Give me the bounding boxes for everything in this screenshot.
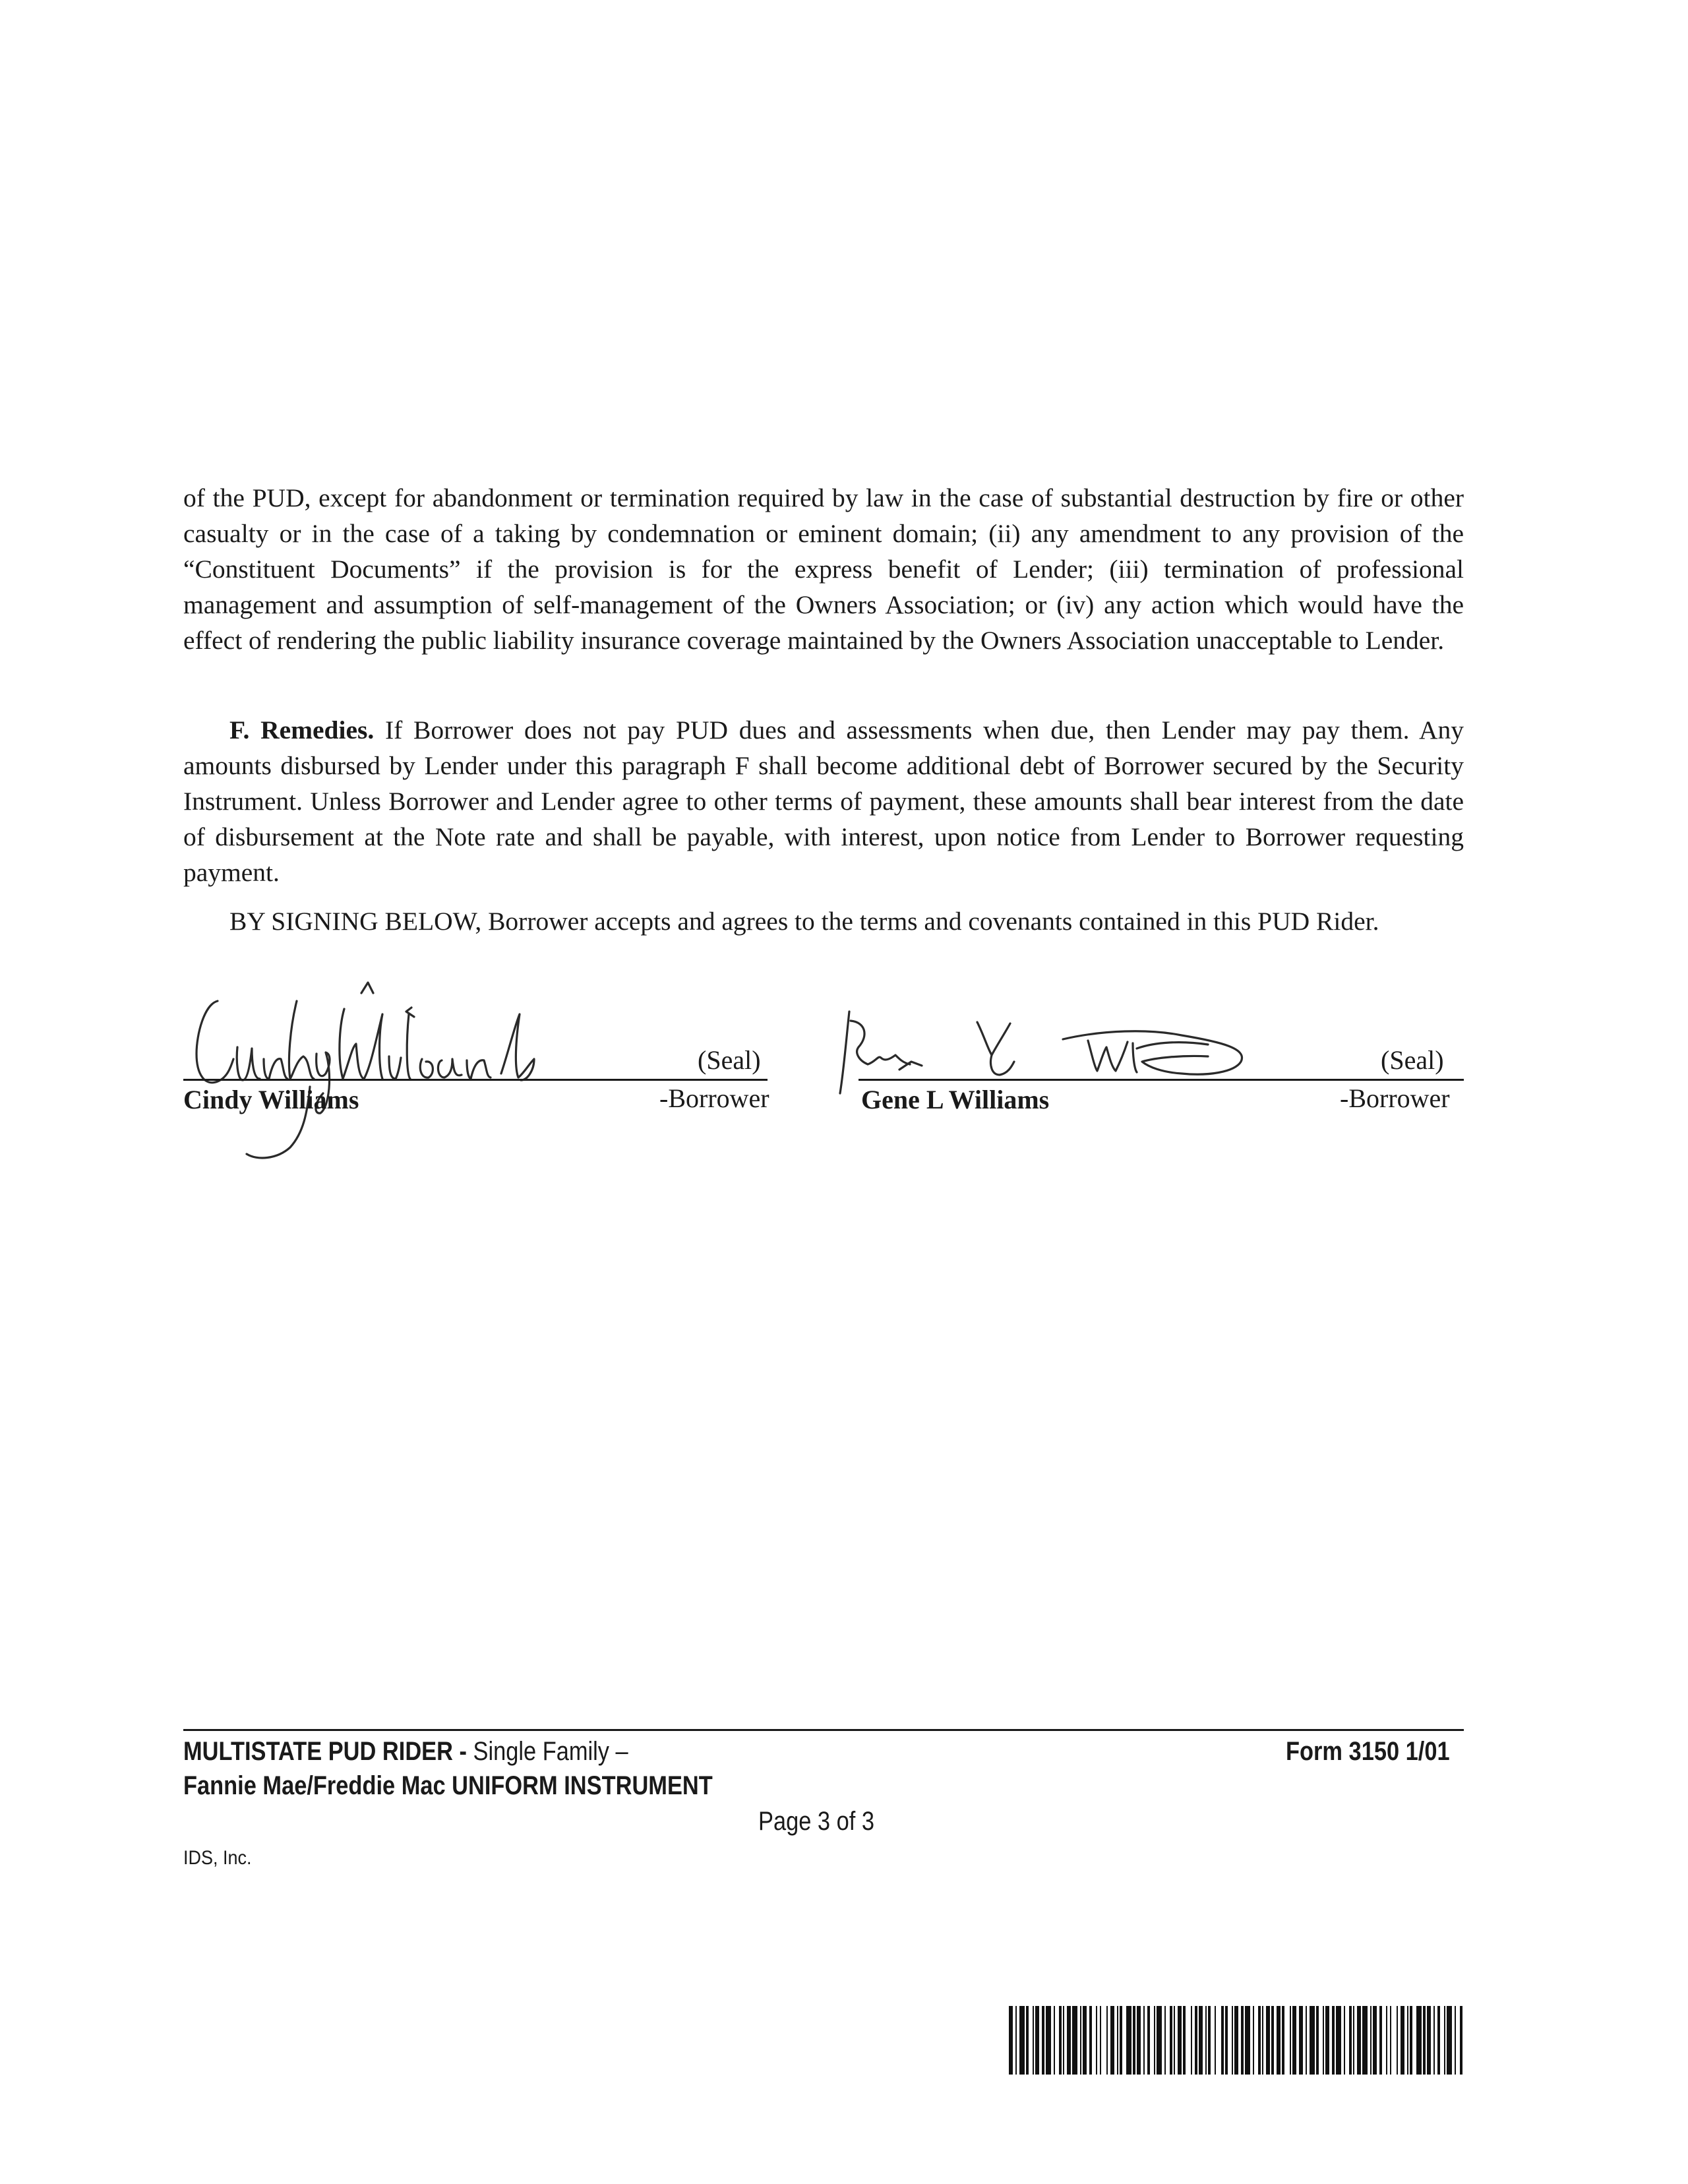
barcode-bar: [1282, 2006, 1284, 2075]
barcode-bar: [1191, 2006, 1192, 2075]
barcode-bar: [1460, 2006, 1462, 2075]
barcode-bar: [1080, 2006, 1081, 2075]
signer-name-1: Cindy Williams: [183, 1085, 359, 1114]
signature-line-1: [183, 1079, 768, 1081]
handwritten-signature-gene: [839, 1009, 1261, 1095]
barcode-bar: [1292, 2006, 1296, 2075]
barcode-bar: [1205, 2006, 1207, 2075]
barcode-bar: [1444, 2006, 1445, 2075]
barcode-bar: [1164, 2006, 1166, 2075]
barcode-bar: [1290, 2006, 1291, 2075]
barcode-bar: [1195, 2006, 1197, 2075]
barcode-bar: [1096, 2006, 1097, 2075]
barcode-bar: [1277, 2006, 1281, 2075]
barcode-bar: [1072, 2006, 1077, 2075]
paragraph-continuation: of the PUD, except for abandonment or termination required by law in the case of substantial destruction by fire or other casualty or in the case of a taking by condemnation or eminent domain; (ii) any amendment to any provision of the “Constituent Documents” if the provision is for the express benefit of Lender; (iii) termination of professional management and assumption of self-management of the Owners Association; or (iv) any action which would have the effect of rendering the public liability insurance coverage maintained by the Owners Association unacceptable to Lender.: [183, 483, 1464, 655]
barcode-bar: [1241, 2006, 1244, 2075]
page-number: Page 3 of 3: [758, 1807, 874, 1836]
barcode-bar: [1390, 2006, 1391, 2075]
barcode-bar: [1183, 2006, 1186, 2075]
barcode-bar: [1401, 2006, 1404, 2075]
barcode-bar: [1100, 2006, 1101, 2075]
barcode-bar: [1015, 2006, 1017, 2075]
barcode-bar: [1117, 2006, 1118, 2075]
barcode-bar: [1258, 2006, 1261, 2075]
barcode-bar: [1133, 2006, 1135, 2075]
barcode-bar: [1170, 2006, 1172, 2075]
barcode-bar: [1447, 2006, 1452, 2075]
barcode-bar: [1009, 2006, 1013, 2075]
barcode-bar: [1323, 2006, 1324, 2075]
barcode-bar: [1059, 2006, 1062, 2075]
barcode-bar: [1416, 2006, 1422, 2075]
barcode-bar: [1427, 2006, 1431, 2075]
barcode-bar: [1035, 2006, 1039, 2075]
barcode-bar: [1046, 2006, 1051, 2075]
barcode-bar: [1208, 2006, 1211, 2075]
barcode-bar: [1120, 2006, 1122, 2075]
remedies-text: If Borrower does not pay PUD dues and assessments when due, then Lender may pay them. Any amounts disbursed by Lender under this paragraph F shall become additional debt of Borrower secured by the Security Instrument. Unless Borrower and Lender agree to other terms of payment, these amounts shall bear interest from the date of disbursement at the Note rate and shall be payable, with interest, upon notice from Lender to Borrower requesting payment.: [183, 715, 1464, 887]
barcode-bar: [1026, 2006, 1029, 2075]
barcode-bar: [1407, 2006, 1408, 2075]
barcode-bar: [1033, 2006, 1034, 2075]
barcode-bar: [1042, 2006, 1044, 2075]
barcode-bar: [1332, 2006, 1335, 2075]
barcode-bar: [1370, 2006, 1372, 2075]
barcode-bar: [1147, 2006, 1150, 2075]
barcode-bar: [1262, 2006, 1263, 2075]
barcode-bar: [1143, 2006, 1145, 2075]
footer-form-subtitle: Fannie Mae/Freddie Mac UNIFORM INSTRUMENT: [183, 1771, 713, 1800]
barcode-bar: [1379, 2006, 1382, 2075]
barcode-bar: [1306, 2006, 1307, 2075]
barcode-bar: [1234, 2006, 1238, 2075]
footer-divider: [183, 1729, 1464, 1731]
barcode-bar: [1253, 2006, 1254, 2075]
barcode-bar: [1019, 2006, 1025, 2075]
barcode-bar: [1316, 2006, 1319, 2075]
barcode-bar: [1353, 2006, 1354, 2075]
barcode-bar: [1106, 2006, 1108, 2075]
barcode-bar: [1245, 2006, 1250, 2075]
barcode-bar: [1433, 2006, 1435, 2075]
barcode-bar: [1110, 2006, 1114, 2075]
barcode-bar: [1271, 2006, 1274, 2075]
barcode-bar: [1325, 2006, 1329, 2075]
barcode-bar: [1174, 2006, 1175, 2075]
barcode-bar: [1373, 2006, 1377, 2075]
barcode-bar: [1225, 2006, 1228, 2075]
barcode-bar: [1397, 2006, 1398, 2075]
barcode-bar: [1310, 2006, 1315, 2075]
signature-line-2: [859, 1079, 1464, 1081]
barcode-bar: [1357, 2006, 1361, 2075]
publisher-label: IDS, Inc.: [183, 1847, 252, 1869]
form-number: Form 3150 1/01: [1286, 1737, 1450, 1766]
signer-name-2: Gene L Williams: [861, 1085, 1050, 1114]
barcode-bar: [1336, 2006, 1341, 2075]
barcode-bar: [1089, 2006, 1092, 2075]
barcode-bar: [1083, 2006, 1087, 2075]
barcode-bar: [1455, 2006, 1456, 2075]
barcode-bar: [1299, 2006, 1303, 2075]
barcode-bar: [1137, 2006, 1141, 2075]
barcode-bar: [1221, 2006, 1224, 2075]
barcode-bar: [1266, 2006, 1270, 2075]
barcode-bar: [1386, 2006, 1387, 2075]
barcode-bar: [1126, 2006, 1131, 2075]
seal-label-1: (Seal): [698, 1045, 761, 1075]
barcode-bar: [1423, 2006, 1426, 2075]
barcode-bar: [1063, 2006, 1064, 2075]
footer-form-title: MULTISTATE PUD RIDER - Single Family –: [183, 1737, 628, 1766]
paragraph-signing-statement: BY SIGNING BELOW, Borrower accepts and agrees to the terms and covenants contained in this PUD Rider.: [229, 907, 1379, 936]
barcode-bar: [1232, 2006, 1233, 2075]
barcode-bar: [1437, 2006, 1440, 2075]
barcode-bar: [1215, 2006, 1216, 2075]
barcode-bar: [1349, 2006, 1352, 2075]
barcode-bar: [1178, 2006, 1182, 2075]
barcode-bar: [1362, 2006, 1368, 2075]
barcode-bar: [1410, 2006, 1412, 2075]
barcode: [1009, 2006, 1464, 2075]
barcode-bar: [1154, 2006, 1155, 2075]
barcode-bar: [1067, 2006, 1071, 2075]
remedies-heading: F. Remedies.: [229, 715, 375, 744]
barcode-bar: [1199, 2006, 1203, 2075]
seal-label-2: (Seal): [1381, 1045, 1444, 1075]
barcode-bar: [1054, 2006, 1055, 2075]
barcode-bar: [1344, 2006, 1345, 2075]
paragraph-remedies: [183, 712, 1464, 890]
barcode-bar: [1157, 2006, 1162, 2075]
borrower-role-2: -Borrower: [1340, 1083, 1450, 1113]
borrower-role-1: -Borrower: [659, 1083, 769, 1113]
